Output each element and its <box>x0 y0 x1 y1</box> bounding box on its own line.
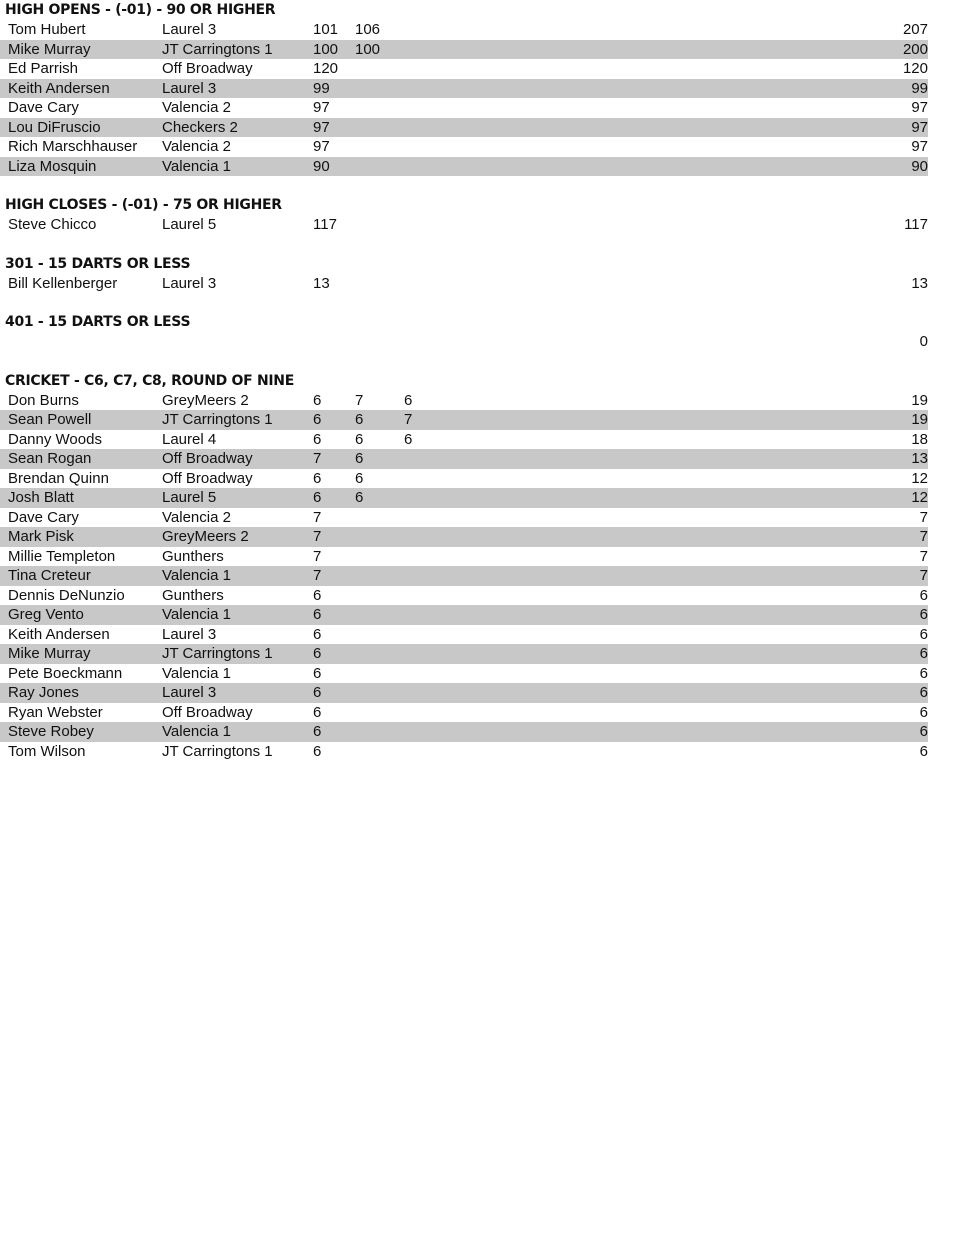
team-name: Laurel 5 <box>162 216 217 233</box>
player-name: Don Burns <box>8 391 79 409</box>
team-name: Valencia 1 <box>162 567 231 584</box>
table-row <box>0 566 928 586</box>
total-score: 12 <box>911 489 928 506</box>
total-score: 97 <box>911 118 928 136</box>
total-score: 6 <box>919 703 928 721</box>
player-name: Keith Andersen <box>8 625 110 643</box>
score-1: 120 <box>313 60 339 77</box>
score-1: 6 <box>313 664 322 682</box>
total-score: 7 <box>919 567 928 584</box>
team-name: Laurel 3 <box>162 21 217 38</box>
section-401-darts <box>0 312 965 352</box>
total-score: 19 <box>911 411 928 428</box>
team-name: Gunthers <box>162 586 224 604</box>
player-name: Mark Pisk <box>8 528 74 545</box>
score-1: 6 <box>313 684 322 701</box>
total-score: 6 <box>919 645 928 662</box>
score-1: 7 <box>313 508 322 526</box>
total-score: 7 <box>919 547 928 565</box>
total-score: 6 <box>919 742 928 760</box>
table-row <box>0 40 928 60</box>
team-name: Laurel 3 <box>162 274 217 292</box>
score-1: 6 <box>313 411 322 428</box>
score-1: 6 <box>313 430 322 448</box>
team-name: Laurel 4 <box>162 430 217 448</box>
player-name: Bill Kellenberger <box>8 274 118 292</box>
table-row <box>0 449 928 469</box>
score-1: 90 <box>313 157 330 175</box>
score-2: 6 <box>355 411 364 428</box>
team-name: JT Carringtons 1 <box>162 40 273 58</box>
table-row <box>0 644 928 664</box>
player-name: Steve Robey <box>8 723 94 740</box>
total-score: 99 <box>911 79 928 97</box>
score-2: 6 <box>355 430 364 448</box>
player-name: Lou DiFruscio <box>8 118 101 136</box>
player-name: Brendan Quinn <box>8 469 109 487</box>
table-row <box>0 332 928 352</box>
player-name: Keith Andersen <box>8 79 110 97</box>
table-row <box>0 157 928 177</box>
player-name: Steve Chicco <box>8 216 97 233</box>
player-name: Greg Vento <box>8 606 84 623</box>
team-name: Valencia 1 <box>162 723 231 740</box>
table-row <box>0 430 928 450</box>
section-spacer <box>0 293 965 312</box>
player-name: Millie Templeton <box>8 547 116 565</box>
player-name: Liza Mosquin <box>8 157 97 175</box>
total-score: 117 <box>904 216 928 233</box>
table-row <box>0 722 928 742</box>
total-score: 7 <box>919 528 928 545</box>
score-1: 100 <box>313 40 339 58</box>
total-score: 6 <box>919 586 928 604</box>
score-1: 13 <box>313 274 330 292</box>
player-name: Ray Jones <box>8 684 79 701</box>
total-score: 6 <box>919 684 928 701</box>
table-row <box>0 508 928 528</box>
score-1: 97 <box>313 99 330 116</box>
team-name: JT Carringtons 1 <box>162 742 273 760</box>
score-1: 6 <box>313 742 322 760</box>
score-1: 6 <box>313 723 322 740</box>
total-score: 13 <box>911 450 928 467</box>
score-1: 97 <box>313 138 330 155</box>
score-1: 6 <box>313 489 322 506</box>
player-name: Pete Boeckmann <box>8 664 123 682</box>
total-score: 6 <box>919 723 928 740</box>
total-score: 207 <box>902 21 928 38</box>
score-3: 6 <box>404 430 413 448</box>
section-title: HIGH CLOSES - (-01) - 75 OR HIGHER <box>5 197 282 213</box>
score-1: 6 <box>313 625 322 643</box>
section-cricket <box>0 371 965 762</box>
score-1: 6 <box>313 391 322 409</box>
player-name: Dave Cary <box>8 508 79 526</box>
section-title: 401 - 15 DARTS OR LESS <box>5 314 191 330</box>
team-name: GreyMeers 2 <box>162 391 249 409</box>
table-row <box>0 98 928 118</box>
score-1: 99 <box>313 79 330 97</box>
player-name: Ed Parrish <box>8 60 79 77</box>
section-title: HIGH OPENS - (-01) - 90 OR HIGHER <box>5 2 276 18</box>
team-name: Valencia 2 <box>162 99 231 116</box>
total-score: 7 <box>919 508 928 526</box>
team-name: Valencia 1 <box>162 664 231 682</box>
table-row <box>0 79 928 99</box>
table-row <box>0 683 928 703</box>
team-name: Off Broadway <box>162 450 253 467</box>
team-name: JT Carringtons 1 <box>162 645 273 662</box>
player-name: Mike Murray <box>8 40 91 58</box>
section-title: CRICKET - C6, C7, C8, ROUND OF NINE <box>5 372 294 389</box>
table-row <box>0 215 928 235</box>
section-high-closes <box>0 195 965 235</box>
total-score: 200 <box>902 40 928 58</box>
score-1: 117 <box>313 216 337 233</box>
score-1: 7 <box>313 567 322 584</box>
team-name: Valencia 1 <box>162 606 231 623</box>
section-title: 301 - 15 DARTS OR LESS <box>5 255 191 272</box>
player-name: Sean Rogan <box>8 450 92 467</box>
player-name: Tom Hubert <box>8 21 86 38</box>
table-row <box>0 605 928 625</box>
table-row <box>0 59 928 79</box>
score-2: 6 <box>355 450 364 467</box>
score-1: 97 <box>313 118 330 136</box>
team-name: Off Broadway <box>162 703 253 721</box>
table-row <box>0 488 928 508</box>
section-spacer <box>0 176 965 195</box>
score-1: 6 <box>313 606 322 623</box>
score-2: 106 <box>355 21 381 38</box>
team-name: Laurel 3 <box>162 684 217 701</box>
player-name: Tina Creteur <box>8 567 91 584</box>
team-name: Laurel 3 <box>162 79 217 97</box>
section-high-opens <box>0 0 965 176</box>
team-name: Laurel 5 <box>162 489 217 506</box>
team-name: Valencia 1 <box>162 157 231 175</box>
score-1: 6 <box>313 703 322 721</box>
total-score: 13 <box>911 274 928 292</box>
player-name: Rich Marschhauser <box>8 138 138 155</box>
table-row <box>0 586 928 606</box>
team-name: Checkers 2 <box>162 118 238 136</box>
score-2: 6 <box>355 489 364 506</box>
player-name: Ryan Webster <box>8 703 103 721</box>
score-3: 7 <box>404 411 413 428</box>
table-row <box>0 527 928 547</box>
team-name: Laurel 3 <box>162 625 217 643</box>
team-name: GreyMeers 2 <box>162 528 249 545</box>
total-score: 97 <box>911 138 928 155</box>
section-spacer <box>0 352 965 371</box>
score-2: 6 <box>355 469 364 487</box>
section-301-darts <box>0 254 965 294</box>
table-row <box>0 469 928 489</box>
total-score: 120 <box>902 60 928 77</box>
player-name: Danny Woods <box>8 430 102 448</box>
total-score: 6 <box>919 625 928 643</box>
score-2: 100 <box>355 40 381 58</box>
player-name: Mike Murray <box>8 645 91 662</box>
total-score: 18 <box>911 430 928 448</box>
table-row <box>0 703 928 723</box>
total-score: 97 <box>911 99 928 116</box>
team-name: Off Broadway <box>162 469 253 487</box>
team-name: Valencia 2 <box>162 138 231 155</box>
total-score: 12 <box>911 469 928 487</box>
score-1: 7 <box>313 450 322 467</box>
total-score: 6 <box>919 664 928 682</box>
player-name: Dennis DeNunzio <box>8 586 125 604</box>
table-row <box>0 547 928 567</box>
team-name: Valencia 2 <box>162 508 231 526</box>
team-name: Off Broadway <box>162 60 253 77</box>
table-row <box>0 118 928 138</box>
total-score: 90 <box>911 157 928 175</box>
score-1: 6 <box>313 586 322 604</box>
table-row <box>0 410 928 430</box>
player-name: Tom Wilson <box>8 742 86 760</box>
table-row <box>0 625 928 645</box>
table-row <box>0 137 928 157</box>
score-1: 6 <box>313 469 322 487</box>
section-spacer <box>0 235 965 254</box>
table-row <box>0 20 928 40</box>
score-3: 6 <box>404 391 413 409</box>
team-name: JT Carringtons 1 <box>162 411 273 428</box>
table-row <box>0 274 928 294</box>
total-score: 6 <box>919 606 928 623</box>
total-score: 0 <box>919 333 928 350</box>
score-1: 6 <box>313 645 322 662</box>
total-score: 19 <box>911 391 928 409</box>
player-name: Josh Blatt <box>8 489 74 506</box>
score-2: 7 <box>355 391 364 409</box>
player-name: Sean Powell <box>8 411 92 428</box>
team-name: Gunthers <box>162 547 224 565</box>
score-1: 7 <box>313 528 322 545</box>
table-row <box>0 742 928 762</box>
player-name: Dave Cary <box>8 99 79 116</box>
table-row <box>0 664 928 684</box>
score-1: 7 <box>313 547 322 565</box>
table-row <box>0 391 928 411</box>
score-1: 101 <box>313 21 339 38</box>
